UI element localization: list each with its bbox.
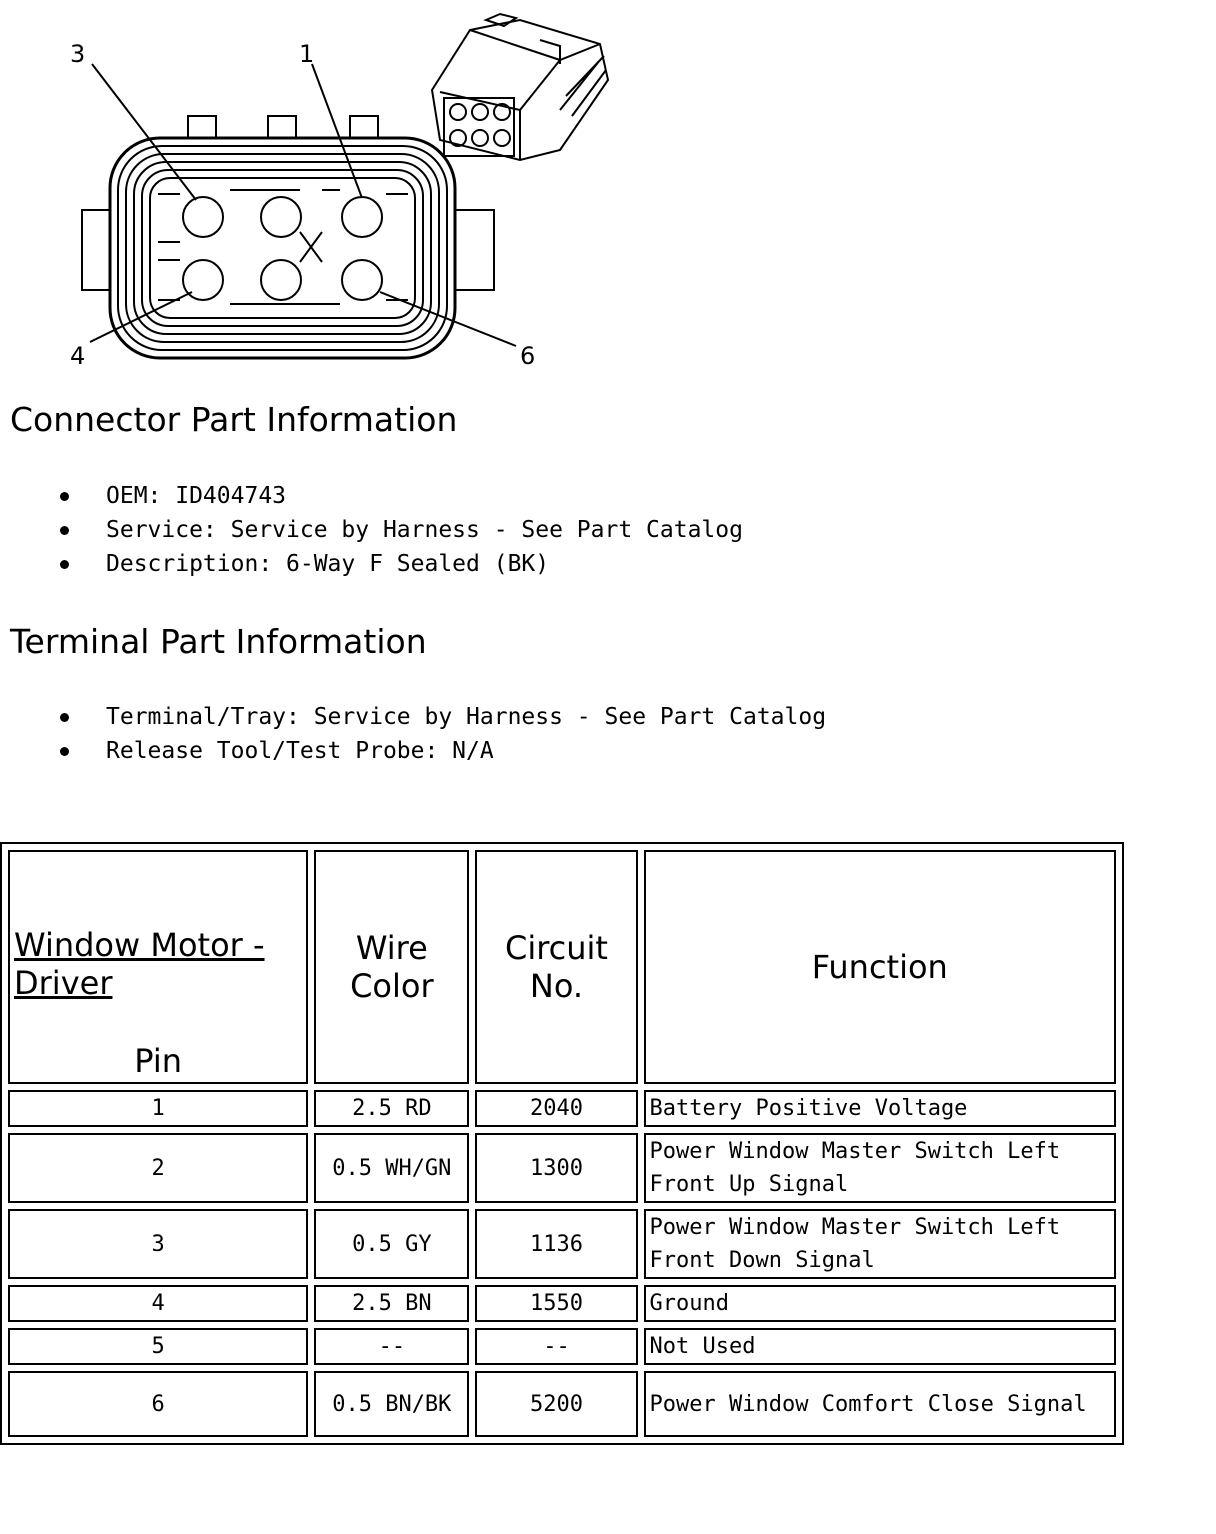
table-row (8, 1285, 1116, 1322)
list-item: Release Tool/Test Probe: N/A (58, 734, 826, 768)
table-header-row (8, 850, 1116, 1084)
cell-pin: 5 (8, 1328, 308, 1365)
header-function: Function (644, 850, 1116, 1084)
cell-circuit: 1300 (475, 1133, 637, 1203)
table-row (8, 1133, 1116, 1203)
bullet-icon (60, 526, 69, 535)
cell-pin: 1 (8, 1090, 308, 1127)
cell-wire-color: 0.5 GY (314, 1209, 469, 1279)
header-circuit: Circuit No. (475, 850, 637, 1084)
terminal-part-list (58, 700, 826, 768)
list-item: Terminal/Tray: Service by Harness - See Part Catalog (58, 700, 826, 734)
bullet-icon (60, 747, 69, 756)
callout-3: 3 (70, 40, 86, 68)
cell-wire-color: -- (314, 1328, 469, 1365)
cell-circuit: 1136 (475, 1209, 637, 1279)
cell-function: Battery Positive Voltage (644, 1090, 1116, 1127)
cell-circuit: 1550 (475, 1285, 637, 1322)
bullet-icon (60, 492, 69, 501)
cell-function: Ground (644, 1285, 1116, 1322)
bullet-icon (60, 560, 69, 569)
connector-isometric-view (432, 14, 608, 160)
connector-part-list (58, 479, 743, 581)
callout-1: 1 (299, 40, 315, 68)
table-row (8, 1209, 1116, 1279)
cell-function: Not Used (644, 1328, 1116, 1365)
cell-function: Power Window Master Switch Left Front Down Signal (644, 1209, 1116, 1279)
connector-diagram (0, 0, 620, 380)
list-item: Service: Service by Harness - See Part Catalog (58, 513, 743, 547)
header-wire-color: Wire Color (314, 850, 469, 1084)
cell-pin: 6 (8, 1371, 308, 1437)
bullet-icon (60, 713, 69, 722)
terminal-part-heading: Terminal Part Information (10, 622, 427, 661)
table-row (8, 1328, 1116, 1365)
cell-circuit: -- (475, 1328, 637, 1365)
list-item: Description: 6-Way F Sealed (BK) (58, 547, 743, 581)
cell-function: Power Window Master Switch Left Front Up Signal (644, 1133, 1116, 1203)
list-item: OEM: ID404743 (58, 479, 743, 513)
callout-6: 6 (520, 342, 536, 370)
cell-function: Power Window Comfort Close Signal (644, 1371, 1116, 1437)
cell-pin: 3 (8, 1209, 308, 1279)
cell-wire-color: 0.5 WH/GN (314, 1133, 469, 1203)
table-row (8, 1090, 1116, 1127)
right-tab (450, 210, 494, 290)
header-pin-label: Pin (134, 1042, 183, 1080)
cell-circuit: 2040 (475, 1090, 637, 1127)
pin-table (0, 842, 1124, 1445)
cell-wire-color: 2.5 RD (314, 1090, 469, 1127)
header-pin (8, 850, 308, 1084)
table-row (8, 1371, 1116, 1437)
callout-4: 4 (70, 342, 86, 370)
header-pin-title: Window Motor - Driver (14, 926, 265, 1002)
connector-part-heading: Connector Part Information (10, 400, 458, 439)
cell-circuit: 5200 (475, 1371, 637, 1437)
cell-wire-color: 0.5 BN/BK (314, 1371, 469, 1437)
cell-pin: 2 (8, 1133, 308, 1203)
cell-pin: 4 (8, 1285, 308, 1322)
cell-wire-color: 2.5 BN (314, 1285, 469, 1322)
